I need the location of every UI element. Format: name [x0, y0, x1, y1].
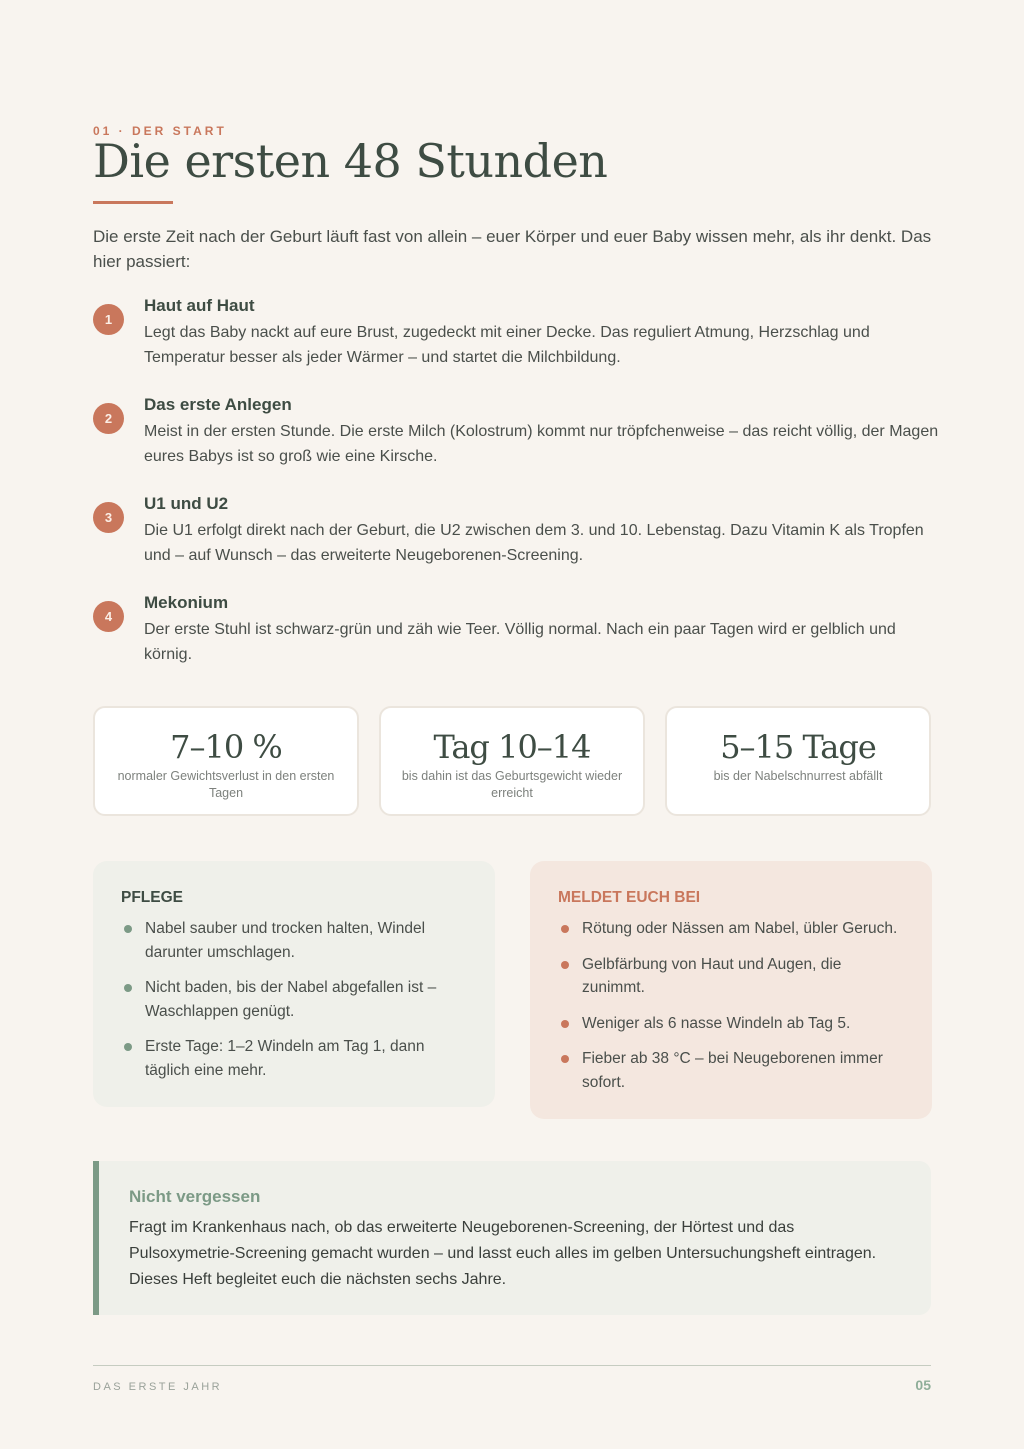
stat-value: 5–15 Tage [720, 728, 876, 766]
section-eyebrow: 01 · DER START [93, 124, 227, 138]
list-item [558, 1012, 904, 1036]
list-item-text: Fieber ab 38 °C – bei Neugeborenen immer sofort. [582, 1050, 883, 1091]
reminder-note [93, 1161, 931, 1315]
list-item [121, 976, 467, 1023]
step-item [93, 593, 931, 692]
bullet-dot-icon [561, 1055, 569, 1063]
bullet-dot-icon [124, 984, 132, 992]
step-number-badge: 3 [93, 502, 124, 533]
stat-label: bis dahin ist das Geburtsgewicht wieder erreicht [401, 769, 623, 800]
list-item-text: Erste Tage: 1–2 Windeln am Tag 1, dann täglich eine mehr. [145, 1038, 425, 1079]
steps-list [93, 296, 939, 692]
stat-label: bis der Nabelschnurrest abfällt [713, 769, 883, 783]
page [93, 0, 939, 1449]
bullet-dot-icon [561, 1020, 569, 1028]
list-item-text: Gelbfärbung von Haut und Augen, die zunimmt. [582, 955, 842, 996]
step-number-badge: 1 [93, 304, 124, 335]
list-item-text: Weniger als 6 nasse Windeln ab Tag 5. [582, 1014, 851, 1032]
bullet-dot-icon [561, 961, 569, 969]
intro-paragraph: Die erste Zeit nach der Geburt läuft fast von allein – euer Körper und euer Baby wissen mehr, als ihr denkt. Das hier passiert: [93, 227, 932, 271]
stat-label: normaler Gewichtsverlust in den ersten Tagen [117, 769, 335, 800]
title-underline [93, 201, 173, 204]
footer-divider [93, 1365, 931, 1366]
page-title: Die ersten 48 Stunden [93, 134, 608, 188]
step-text: Legt das Baby nackt auf eure Brust, zugedeckt mit einer Decke. Das reguliert Atmung, Herzschlag und Temperatur besser als jeder Wärmer – und startet die Milchbildung. [144, 324, 870, 366]
list-item [121, 1035, 467, 1082]
step-title: U1 und U2 [144, 494, 229, 513]
step-title: Mekonium [144, 593, 229, 612]
step-text: Der erste Stuhl ist schwarz-grün und zäh wie Teer. Völlig normal. Nach ein paar Tagen wird er gelblich und körnig. [144, 621, 896, 663]
list-item [121, 917, 467, 964]
care-box [93, 861, 495, 1107]
list-item-text: Nicht baden, bis der Nabel abgefallen ist – Waschlappen genügt. [145, 979, 437, 1020]
step-item [93, 296, 931, 395]
stat-card [379, 706, 645, 816]
step-title: Haut auf Haut [144, 296, 255, 315]
stats-row [93, 706, 931, 816]
list-item [558, 1047, 904, 1094]
list-item-text: Rötung oder Nässen am Nabel, übler Geruch. [582, 920, 898, 937]
stat-card [93, 706, 359, 816]
alert-list [558, 917, 904, 1094]
footer-title: DAS ERSTE JAHR [93, 1381, 223, 1393]
care-heading: PFLEGE [121, 889, 184, 906]
bullet-dot-icon [561, 925, 569, 933]
list-item [558, 917, 904, 941]
bullet-dot-icon [124, 925, 132, 933]
step-text: Die U1 erfolgt direkt nach der Geburt, die U2 zwischen dem 3. und 10. Lebenstag. Dazu Vitamin K als Tropfen und – auf Wunsch – das erweiterte Neugeborenen-Screening. [144, 522, 924, 564]
step-number-badge: 2 [93, 403, 124, 434]
note-title: Nicht vergessen [129, 1187, 261, 1206]
alert-box [530, 861, 932, 1119]
list-item-text: Nabel sauber und trocken halten, Windel darunter umschlagen. [145, 920, 426, 961]
step-item [93, 395, 939, 494]
step-number-badge: 4 [93, 601, 124, 632]
note-text: Fragt im Krankenhaus nach, ob das erweiterte Neugeborenen-Screening, der Hörtest und das Pulsoxymetrie-Screening gemacht wurden – und lasst euch alles im gelben Untersuchungsheft eintragen. Dieses Heft begleitet euch die nächsten sechs Jahre. [129, 1219, 877, 1288]
step-text: Meist in der ersten Stunde. Die erste Milch (Kolostrum) kommt nur tröpfchenweise – das reicht völlig, der Magen eures Babys ist so groß wie eine Kirsche. [144, 423, 939, 465]
stat-value: 7–10 % [170, 728, 282, 766]
care-list [121, 917, 467, 1082]
bullet-dot-icon [124, 1043, 132, 1051]
stat-card [665, 706, 931, 816]
stat-value: Tag 10–14 [433, 728, 591, 766]
step-item [93, 494, 931, 593]
alert-heading: MELDET EUCH BEI [558, 889, 701, 906]
step-title: Das erste Anlegen [144, 395, 292, 414]
page-number: 05 [915, 1377, 931, 1393]
list-item [558, 953, 904, 1000]
